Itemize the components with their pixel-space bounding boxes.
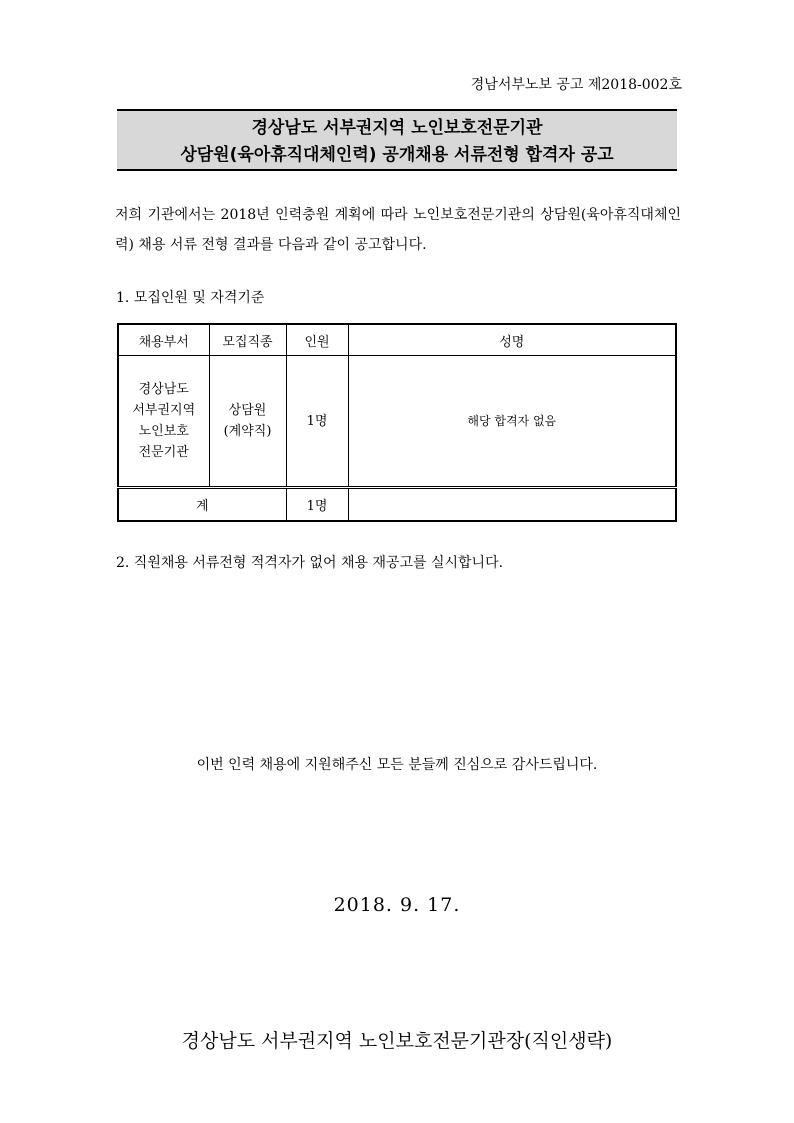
section-1-heading: 1. 모집인원 및 자격기준 (116, 290, 265, 306)
header-name: 성명 (348, 324, 676, 356)
section-2-text: 2. 직원채용 서류전형 적격자가 없어 채용 재공고를 실시합니다. (116, 555, 504, 571)
job-type-line: 상담원 (228, 403, 267, 418)
job-type-line: (계약직) (223, 424, 272, 439)
total-count: 1명 (286, 488, 348, 522)
signature: 경상남도 서부권지역 노인보호전문기관장(직인생략) (181, 1030, 613, 1052)
cell-department (118, 356, 209, 488)
recruitment-table (117, 323, 677, 522)
department-line: 전문기관 (138, 445, 189, 460)
title-line-1: 경상남도 서부권지역 노인보호전문기관 (251, 118, 543, 138)
notice-date: 2018. 9. 17. (333, 894, 461, 916)
notice-number: 경남서부노보 공고 제2018-002호 (470, 77, 682, 93)
document-title (117, 109, 677, 171)
header-count: 인원 (286, 324, 348, 356)
title-line-2: 상담원(육아휴직대체인력) 공개채용 서류전형 합격자 공고 (180, 145, 614, 165)
header-department: 채용부서 (118, 324, 209, 356)
total-label: 계 (118, 488, 286, 522)
department-line: 서부권지역 (132, 403, 196, 418)
table-header-row (118, 324, 676, 356)
cell-name: 해당 합격자 없음 (348, 356, 676, 488)
department-line: 노인보호 (138, 424, 189, 439)
table-total-row (118, 488, 676, 522)
table-row (118, 356, 676, 488)
cell-count: 1명 (286, 356, 348, 488)
total-name (348, 488, 676, 522)
department-line: 경상남도 (138, 382, 189, 397)
cell-job-type (209, 356, 286, 488)
header-job-type: 모집직종 (209, 324, 286, 356)
thanks-message: 이번 인력 채용에 지원해주신 모든 분들께 진심으로 감사드립니다. (196, 757, 598, 773)
intro-paragraph: 저희 기관에서는 2018년 인력충원 계획에 따라 노인보호전문기관의 상담원(육아휴직대체인력) 채용 서류 전형 결과를 다음과 같이 공고합니다. (115, 207, 681, 253)
